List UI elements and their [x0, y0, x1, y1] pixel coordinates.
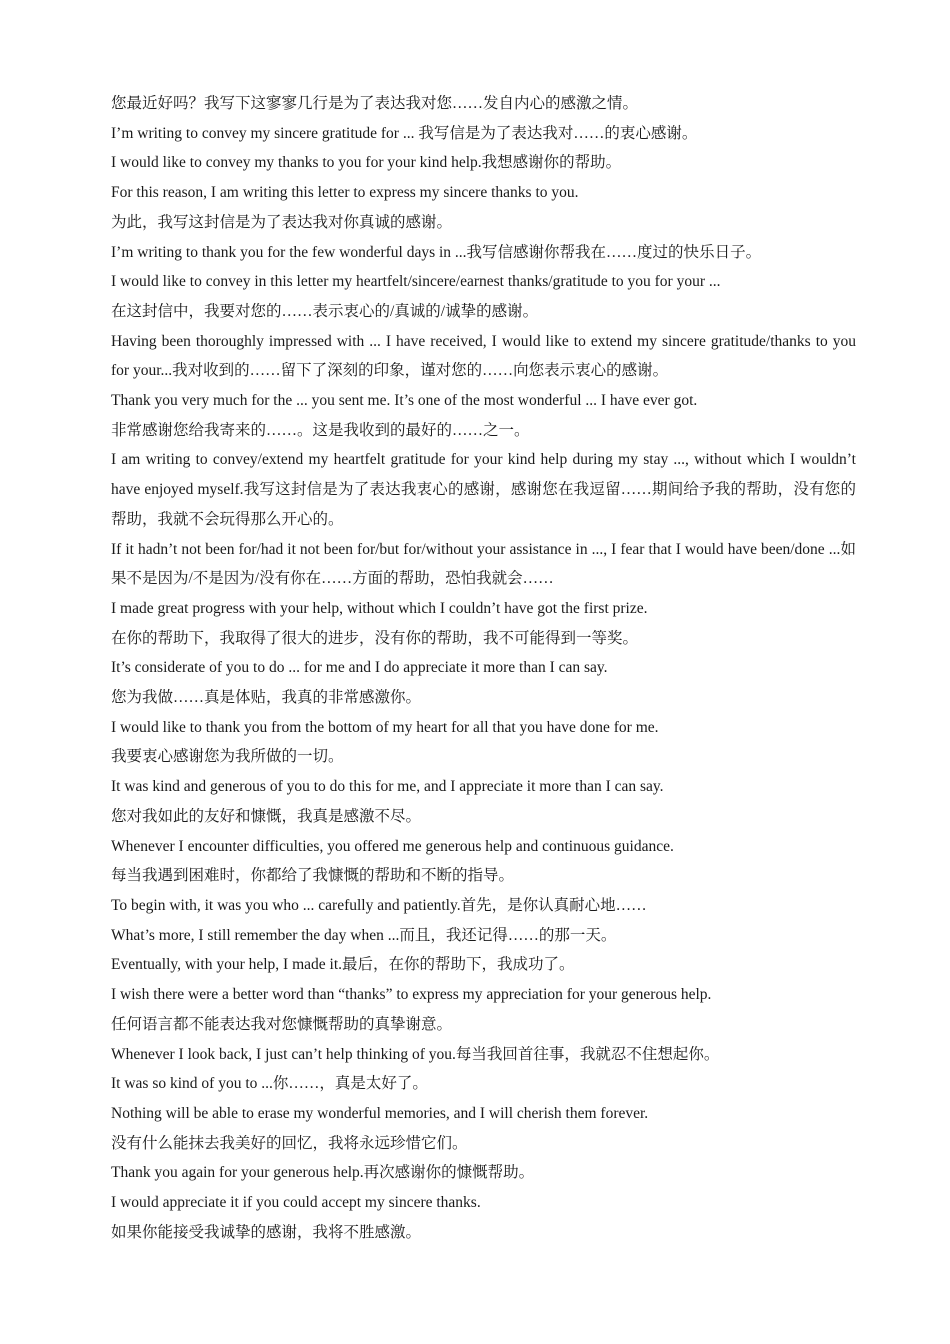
text-line: 您最近好吗？我写下这寥寥几行是为了表达我对您……发自内心的感激之情。 [111, 95, 639, 112]
text-line: For this reason, I am writing this letter to express my sincere thanks to you. [111, 184, 579, 202]
text-line: 任何语言都不能表达我对您慷慨帮助的真挚谢意。 [111, 1015, 453, 1033]
text-line: I would like to convey in this letter my heartfelt/sincere/earnest thanks/gratitude to you for your ... [111, 273, 721, 291]
text-line: Whenever I look back, I just can’t help thinking of you.每当我回首往事，我就忍不住想起你。 [111, 1045, 720, 1063]
text-line: 没有什么能抹去我美好的回忆，我将永远珍惜它们。 [111, 1134, 468, 1152]
text-paragraph: If it hadn’t not been for/had it not been for/but for/without your assistance in ..., I fear that I would have been/done ...如果不是因为/不是因为/没有你在……方面的帮助，恐怕我就会…… [111, 540, 856, 588]
text-line: I’m writing to thank you for the few wonderful days in ...我写信感谢你帮我在……度过的快乐日子。 [111, 243, 762, 261]
text-line: It’s considerate of you to do ... for me and I do appreciate it more than I can say. [111, 659, 608, 677]
text-line: 每当我遇到困难时，你都给了我慷慨的帮助和不断的指导。 [111, 867, 515, 885]
text-line: 我要衷心感谢您为我所做的一切。 [111, 748, 344, 766]
text-line: 如果你能接受我诚挚的感谢，我将不胜感激。 [111, 1223, 422, 1241]
text-line: I made great progress with your help, without which I couldn’t have got the first prize. [111, 599, 648, 617]
text-line: I would like to thank you from the bottom of my heart for all that you have done for me. [111, 718, 659, 736]
text-line: I’m writing to convey my sincere gratitude for ... 我写信是为了表达我对……的衷心感谢。 [111, 124, 698, 142]
text-line: Whenever I encounter difficulties, you offered me generous help and continuous guidance. [111, 837, 674, 855]
text-line: It was so kind of you to ...你……，真是太好了。 [111, 1075, 428, 1093]
text-line: Thank you very much for the ... you sent me. It’s one of the most wonderful ... I have ever got. [111, 392, 698, 410]
text-line: 您为我做……真是体贴，我真的非常感激你。 [111, 689, 422, 707]
text-line: Nothing will be able to erase my wonderful memories, and I will cherish them forever. [111, 1104, 649, 1122]
text-line: 为此，我写这封信是为了表达我对你真诚的感谢。 [111, 213, 453, 231]
document-body [111, 89, 856, 1247]
text-paragraph: I am writing to convey/extend my heartfelt gratitude for your kind help during my stay ..., without which I wouldn’t have enjoyed myself.我写这封信是为了表达我衷心的感谢，感谢您在我逗留……期间给予我的帮助，没有您的帮助，我就不会玩得那么开心的。 [111, 451, 856, 528]
text-line: 在你的帮助下，我取得了很大的进步，没有你的帮助，我不可能得到一等奖。 [111, 629, 639, 647]
text-line: To begin with, it was you who ... carefully and patiently.首先，是你认真耐心地…… [111, 896, 647, 914]
text-line: Eventually, with your help, I made it.最后，在你的帮助下，我成功了。 [111, 956, 575, 974]
text-line: 非常感谢您给我寄来的……。这是我收到的最好的……之一。 [111, 421, 530, 439]
text-line: 您对我如此的友好和慷慨，我真是感激不尽。 [111, 807, 422, 825]
text-line: I would like to convey my thanks to you for your kind help.我想感谢你的帮助。 [111, 154, 622, 172]
text-line: What’s more, I still remember the day when ...而且，我还记得……的那一天。 [111, 926, 617, 944]
text-line: I would appreciate it if you could accept my sincere thanks. [111, 1194, 481, 1212]
text-line: 在这封信中，我要对您的……表示衷心的/真诚的/诚挚的感谢。 [111, 302, 539, 320]
text-paragraph: Having been thoroughly impressed with ... I have received, I would like to extend my sincere gratitude/thanks to you for your...我对收到的……留下了深刻的印象，谨对您的……向您表示衷心的感谢。 [111, 332, 856, 380]
text-line: I wish there were a better word than “thanks” to express my appreciation for your generous help. [111, 986, 712, 1004]
text-line: It was kind and generous of you to do this for me, and I appreciate it more than I can say. [111, 778, 664, 796]
text-line: Thank you again for your generous help.再次感谢你的慷慨帮助。 [111, 1164, 535, 1182]
